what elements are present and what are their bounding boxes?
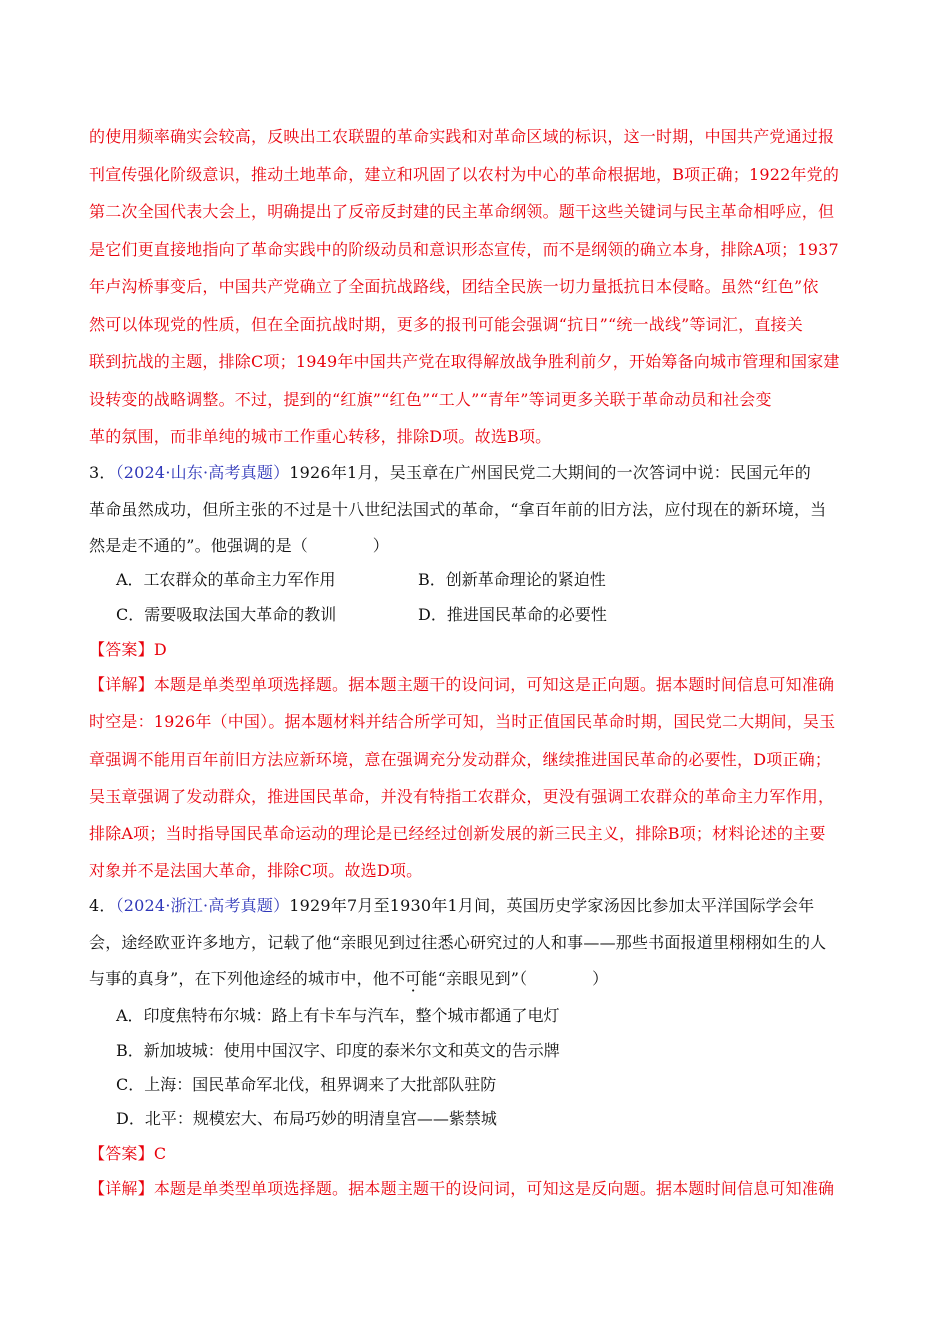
prev-explanation-line: 年卢沟桥事变后，中国共产党确立了全面抗战路线，团结全民族一切力量抵抗日本侵略。虽然“红色”依 [89,277,819,296]
detail-text: 本题是单类型单项选择题。据本题主题干的设问词，可知这是正向题。据本题时间信息可知准确 [153,675,835,694]
question-4-option-c: C．上海：国民革命军北伐，租界调来了大批部队驻防 [116,1075,497,1094]
question-number: 4． [89,896,116,915]
prev-explanation-line: 革的氛围，而非单纯的城市工作重心转移，排除D项。故选B项。 [89,427,552,446]
detail-label: 【详解】 [89,675,154,694]
question-3-detail-line: 吴玉章强调了发动群众，推进国民革命，并没有特指工农群众，更没有强调工农群众的革命主力军作用， [89,787,835,806]
question-source: （2024·山东·高考真题） [115,463,290,482]
emphasis-text: 不可能 [388,969,438,988]
question-3-detail-line: 章强调不能用百年前旧方法应新环境，意在强调充分发动群众，继续推进国民革命的必要性，D项正确； [89,750,832,769]
question-3-answer [89,640,879,660]
question-3-stem-line-3: 然是走不通的”。他强调的是（ ） [89,536,389,555]
detail-text: 本题是单类型单项选择题。据本题主题干的设问词，可知这是反向题。据本题时间信息可知准确 [153,1179,835,1198]
question-4-stem-line-1 [89,896,879,916]
question-4-option-b: B．新加坡城：使用中国汉字、印度的泰米尔文和英文的告示牌 [116,1041,560,1060]
question-3-option-d: D．推进国民革命的必要性 [418,605,607,624]
question-3-detail-line: 对象并不是法国大革命，排除C项。故选D项。 [89,861,423,880]
prev-explanation-line: 刊宣传强化阶级意识，推动土地革命，建立和巩固了以农村为中心的革命根据地，B项正确；1922年党的 [89,165,840,184]
question-3-option-a: A．工农群众的革命主力军作用 [116,570,336,589]
prev-explanation-line: 设转变的战略调整。不过，提到的“红旗”“红色”“工人”“青年”等词更多关联于革命动员和社会变 [89,390,772,409]
question-number: 3． [89,463,116,482]
question-stem-text: “亲眼见到”（ ） [437,969,609,988]
question-source: （2024·浙江·高考真题） [115,896,290,915]
prev-explanation-line: 联到抗战的主题，排除C项；1949年中国共产党在取得解放战争胜利前夕，开始筹备向城市管理和国家建 [89,352,840,371]
answer-value: C [153,1144,167,1163]
answer-label: 【答案】 [89,640,154,659]
question-4-option-d: D．北平：规模宏大、布局巧妙的明清皇宫——紫禁城 [116,1109,497,1128]
question-4-option-a: A．印度焦特布尔城：路上有卡车与汽车，整个城市都通了电灯 [116,1006,560,1025]
detail-label: 【详解】 [89,1179,154,1198]
question-stem-text: 与事的真身”，在下列他途经的城市中，他 [89,969,389,988]
answer-label: 【答案】 [89,1144,154,1163]
question-3-detail-line: 时空是：1926年（中国）。据本题材料并结合所学可知，当时正值国民革命时期，国民党二大期间，吴玉 [89,712,836,731]
prev-explanation-line: 是它们更直接地指向了革命实践中的阶级动员和意识形态宣传，而不是纲领的确立本身，排除A项；1937 [89,240,839,259]
question-3-stem-line-1 [89,463,879,483]
question-4-detail-line [89,1179,879,1199]
question-4-stem-line-2: 会，途经欧亚许多地方，记载了他“亲眼见到过往悉心研究过的人和事——那些书面报道里栩栩如生的人 [89,933,827,952]
question-stem-text: 1929年7月至1930年1月间，英国历史学家汤因比参加太平洋国际学会年 [289,896,815,915]
question-4-stem-line-3 [89,969,879,989]
question-3-option-c: C．需要吸取法国大革命的教训 [116,605,337,624]
answer-value: D [153,640,167,659]
question-4-answer [89,1144,879,1164]
question-3-detail-line [89,675,879,695]
prev-explanation-line: 然可以体现党的性质，但在全面抗战时期，更多的报刊可能会强调“抗日”“统一战线”等词汇，直接关 [89,315,803,334]
question-3-option-b: B．创新革命理论的紧迫性 [418,570,606,589]
prev-explanation-line: 第二次全国代表大会上，明确提出了反帝反封建的民主革命纲领。题干这些关键词与民主革命相呼应，但 [89,202,835,221]
question-stem-text: 1926年1月，吴玉章在广州国民党二大期间的一次答词中说：民国元年的 [289,463,811,482]
question-3-stem-line-2: 革命虽然成功，但所主张的不过是十八世纪法国式的革命，“拿百年前的旧方法，应付现在的新环境，当 [89,500,827,519]
question-3-detail-line: 排除A项；当时指导国民革命运动的理论是已经经过创新发展的新三民主义，排除B项；材料论述的主要 [89,824,826,843]
prev-explanation-line: 的使用频率确实会较高，反映出工农联盟的革命实践和对革命区域的标识，这一时期，中国共产党通过报 [89,127,835,146]
